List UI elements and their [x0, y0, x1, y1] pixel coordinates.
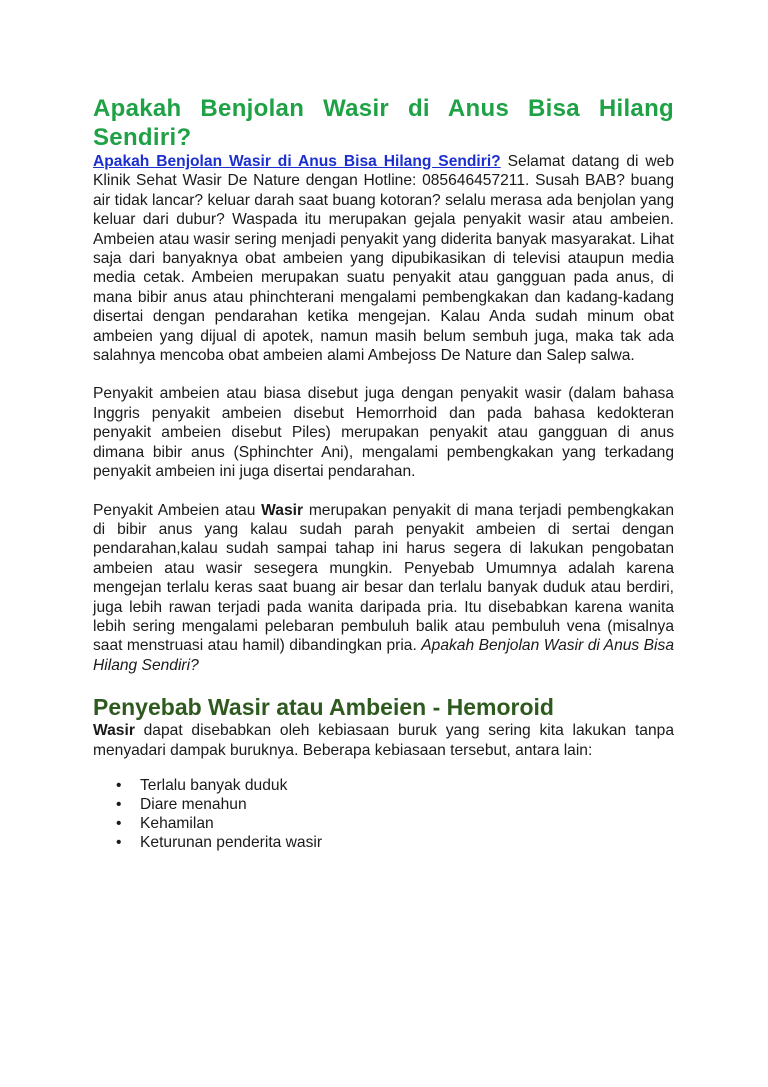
- definition-paragraph: Penyakit ambeien atau biasa disebut juga dengan penyakit wasir (dalam bahasa Inggris penyakit ambeien disebut Hemorrhoid dan pada bahasa kedokteran penyakit ambeien disebut Piles) merupakan penyakit atau gangguan di anus dimana bibir anus (Sphinchter Ani), mengalami pembengkakan yang terkadang penyakit ambeien ini juga disertai pendarahan.: [93, 385, 674, 481]
- bullet-icon: •: [116, 795, 122, 813]
- document-page: [93, 94, 674, 852]
- section-text: dapat disebabkan oleh kebiasaan buruk yang sering kita lakukan tanpa menyadari dampak buruknya. Beberapa kebiasaan tersebut, antara lain:: [93, 722, 674, 759]
- explanation-text: merupakan penyakit di mana terjadi pembengkakan di bibir anus yang kalau sudah parah penyakit ambeien di sertai dengan pendarahan,kalau sudah sampai tahap ini harus segera di lakukan pengobatan ambeien atau wasir sesegera mungkin. Penyebab Umumnya adalah karena mengejan terlalu keras saat buang air besar dan terlalu banyak duduk atau berdiri, juga lebih rawan terjadi pada wanita daripada pria. Itu disebabkan karena wanita lebih sering mengalami pelebaran pembuluh balik atau pembuluh vena (misalnya saat menstruasi atau hamil) dibandingkan pria.: [93, 501, 675, 655]
- section-paragraph: [93, 721, 674, 760]
- list-item: [116, 814, 674, 833]
- explanation-lead: Penyakit Ambeien atau: [93, 501, 262, 519]
- list-item: [116, 795, 674, 814]
- title-link[interactable]: Apakah Benjolan Wasir di Anus Bisa Hilang Sendiri?: [93, 153, 501, 170]
- closing-question: Apakah Benjolan Wasir di Anus Bisa Hilang Sendiri?: [93, 637, 674, 674]
- bullet-icon: •: [116, 814, 122, 832]
- bullet-icon: •: [116, 833, 122, 851]
- section-heading: Penyebab Wasir atau Ambeien - Hemoroid: [93, 694, 554, 721]
- list-item: [116, 833, 674, 852]
- intro-paragraph: [93, 152, 674, 365]
- page-title: Apakah Benjolan Wasir di Anus Bisa Hilang Sendiri?: [93, 95, 674, 151]
- intro-text: Selamat datang di web Klinik Sehat Wasir De Nature dengan Hotline: 085646457211. Susah BAB? buang air tidak lancar? keluar darah saat buang kotoran? selalu merasa ada benjolan yang keluar dari dubur? Waspada itu merupakan gejala penyakit wasir atau ambeien. Ambeien atau wasir sering menjadi penyakit yang diderita banyak masyarakat. Lihat saja dari banyaknya obat ambeien yang dipubikasikan di televisi ataupun media media cetak. Ambeien merupakan suatu penyakit atau gangguan pada anus, di mana bibir anus atau phinchterani mengalami pembengkakan dan kadang-kadang disertai dengan pendarahan ketika mengejan. Kalau Anda sudah minum obat ambeien yang dijual di apotek, namun masih belum sembuh juga, maka tak ada salahnya mencoba obat ambeien alami Ambejoss De Nature dan Salep salwa.: [93, 153, 674, 365]
- wasir-keyword: Wasir: [261, 501, 304, 519]
- list-item-text: Diare menahun: [140, 795, 247, 813]
- section-keyword: Wasir: [93, 722, 135, 740]
- explanation-paragraph: [93, 501, 674, 676]
- list-item-text: Kehamilan: [140, 814, 214, 832]
- list-item-text: Terlalu banyak duduk: [140, 776, 288, 794]
- list-item: [116, 776, 674, 795]
- bullet-icon: •: [116, 776, 122, 794]
- causes-list: [93, 776, 674, 852]
- list-item-text: Keturunan penderita wasir: [140, 833, 323, 851]
